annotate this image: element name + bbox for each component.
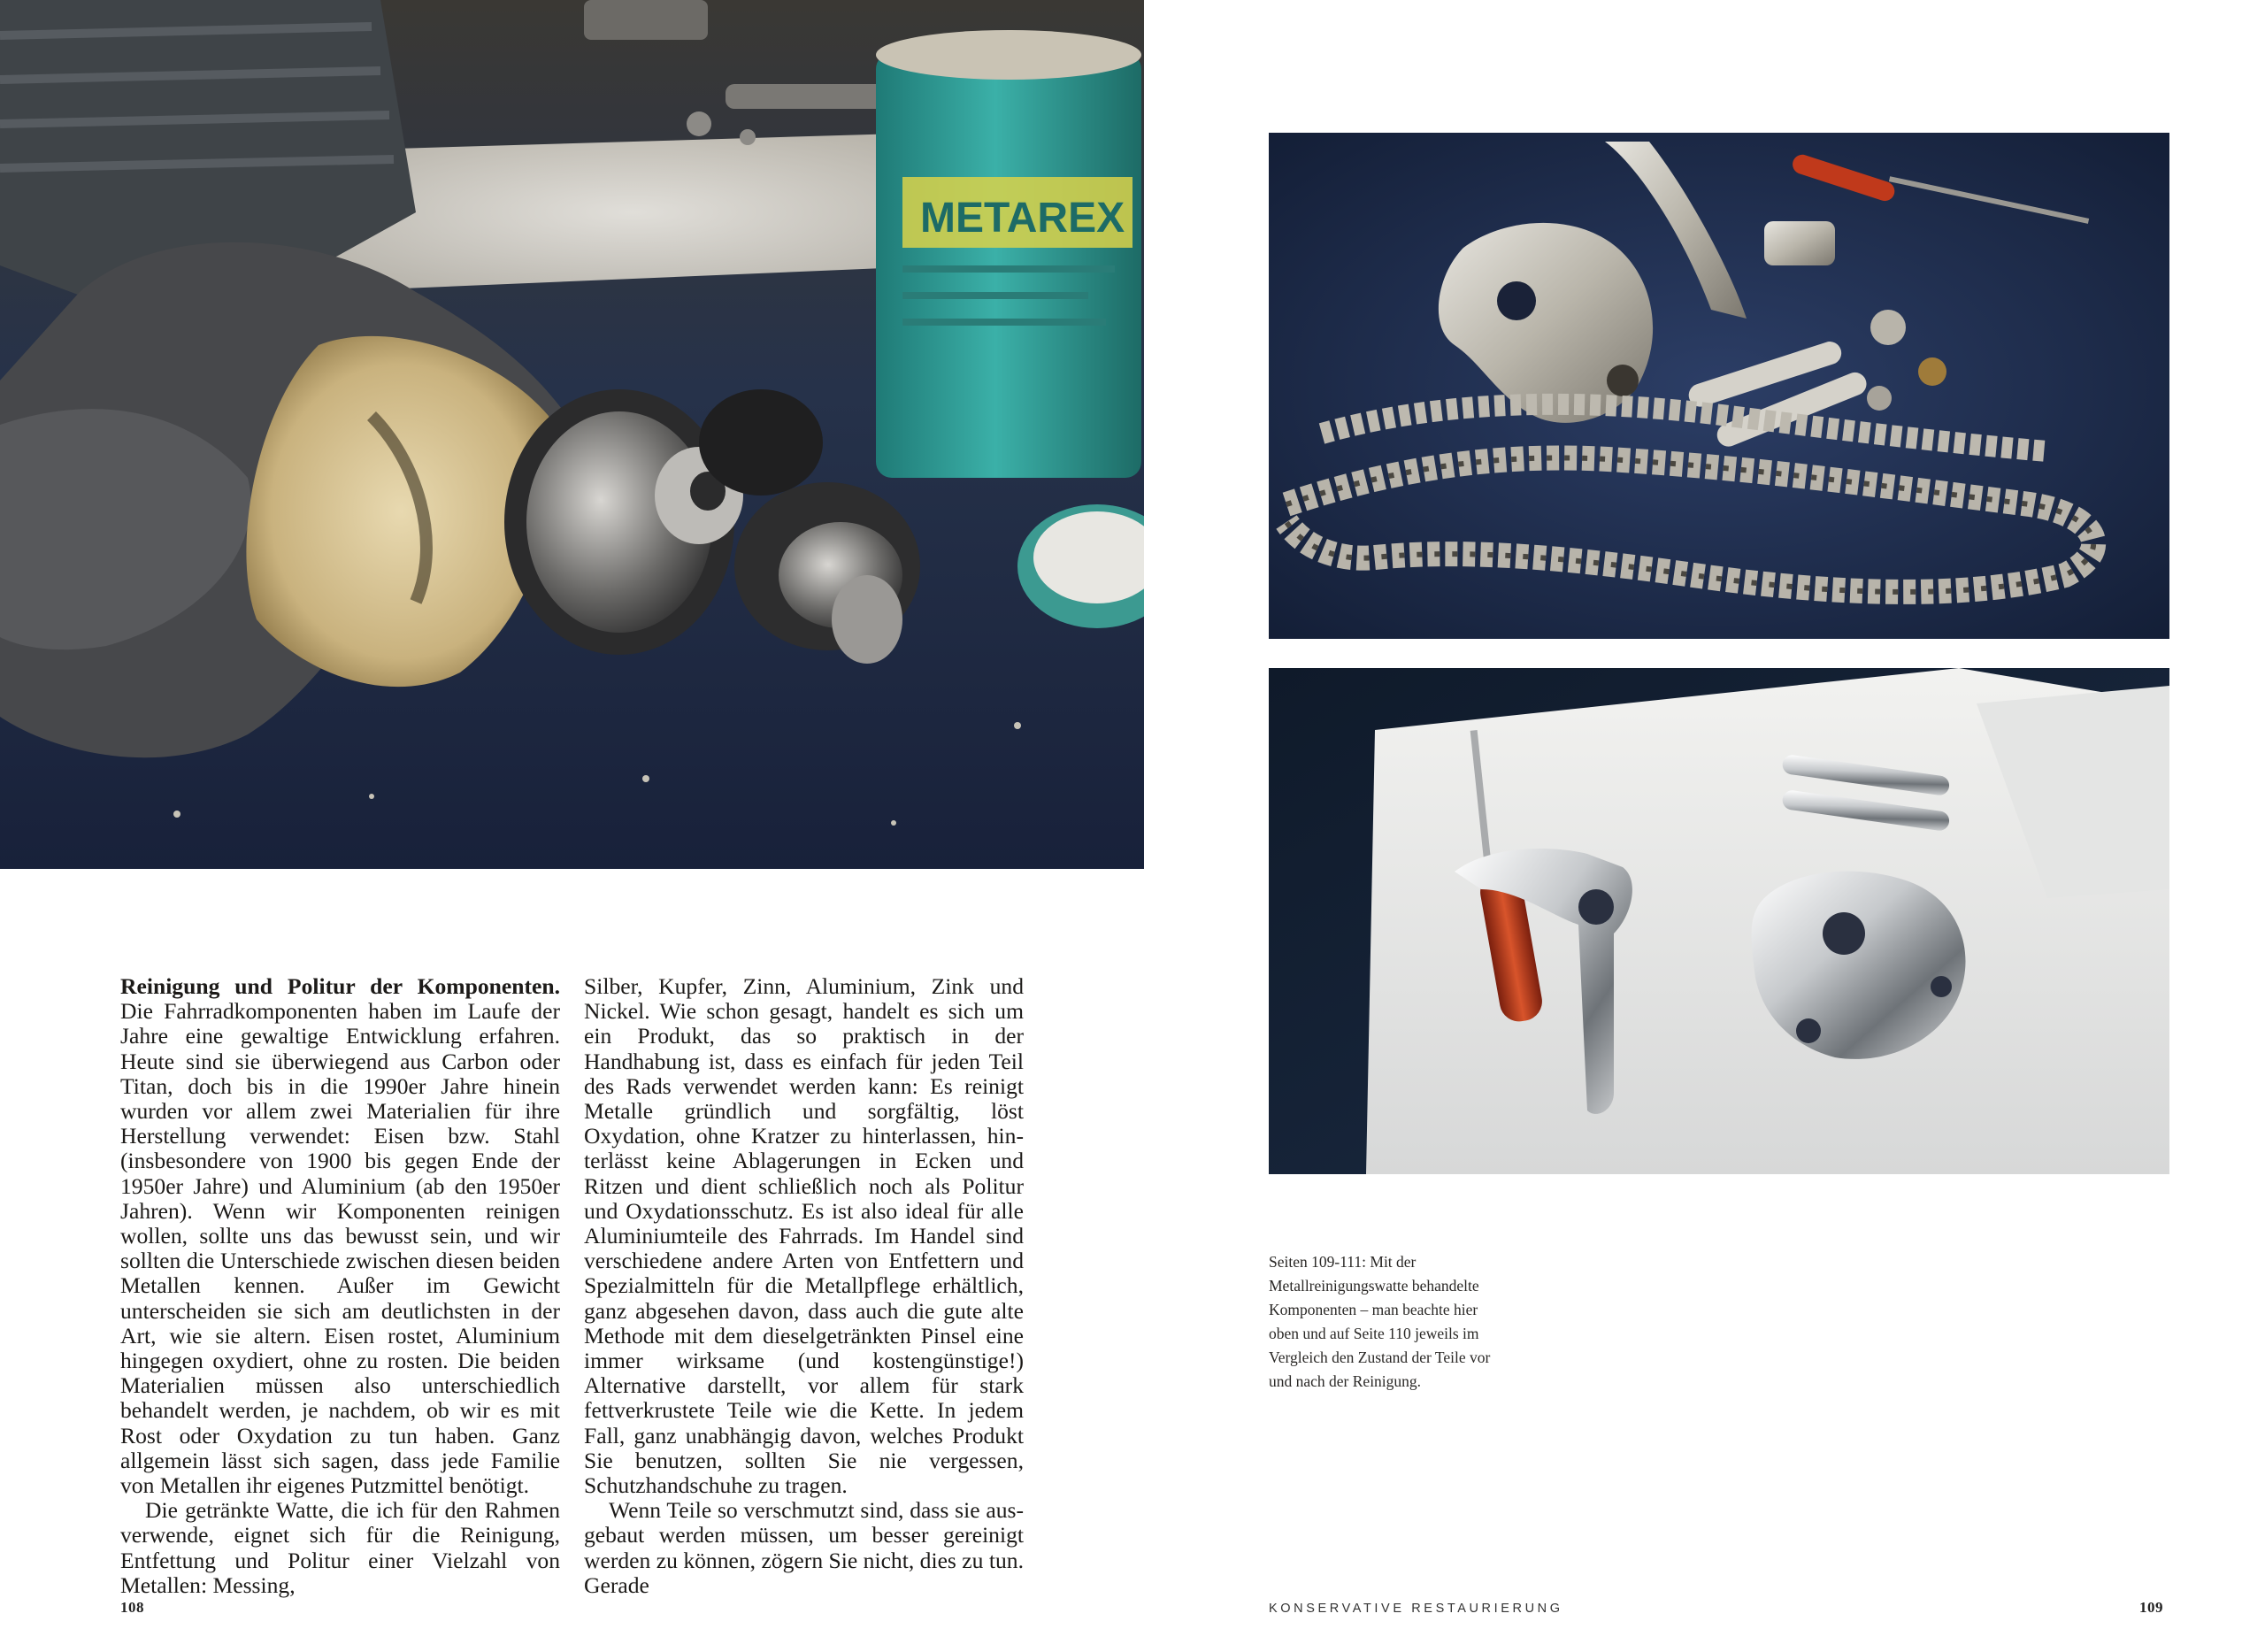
hub-cleaning-illustration	[0, 0, 1144, 869]
hub-cleaning-photo	[0, 0, 1144, 869]
left-page	[0, 0, 1132, 1652]
body-text-column-1	[120, 974, 560, 1598]
chain-components-illustration	[1269, 133, 2169, 639]
paragraph-1-text: Die Fahrradkomponenten haben im Laufe der Jahre eine gewaltige Entwicklung erfahren. Heute sind sie überwiegend aus Carbon oder Titan, doch bis in die 1990er Jahre hinein wurden vor allem zwei Materialien für ihre Herstellung verwendet: Eisen bzw. Stahl (insbesondere von 1900 bis gegen Ende der 1950er Jahre) und Aluminium (ab den 1950er Jahren). Wenn wir Komponenten reinigen wollen, sollte uns das bewusst sein, und wir sollten die Unterschiede zwischen diesen beiden Metallen kennen. Außer im Gewicht unterscheiden sie sich am deutlichsten in der Art, wie sie altern. Eisen rostet, Aluminium hingegen oxydiert, ohne zu rosten. Die beiden Materialien müssen also unterschiedlich behandelt werden, je nachdem, ob wir es mit Rost oder Oxydation zu tun haben. Ganz allgemein lässt sich sagen, dass jede Familie von Metallen ihr eigenes Putzmittel benötigt.	[120, 998, 560, 1499]
paragraph-2: Die getränkte Watte, die ich für den Rahmen verwende, eignet sich für die Reinigung, Entfettung und Politur einer Vielzahl von Metallen: Messing,	[120, 1497, 560, 1598]
running-head: KONSERVATIVE RESTAURIERUNG	[1269, 1602, 1563, 1616]
section-lead-heading: Reinigung und Politur der Komponenten.	[120, 973, 560, 999]
paragraph-3: Silber, Kupfer, Zinn, Aluminium, Zink und Nickel. Wie schon gesagt, handelt es sich um ein Produkt, das so praktisch in der Handhabung ist, dass es einfach für jeden Teil des Rads verwendet werden kann: Es reinigt Metalle gründlich und sorgfältig, löst Oxydation, ohne Kratzer zu hinterlassen, hinterlässt keine Ablagerungen in Ecken und Ritzen und dient schließlich noch als Politur und Oxydationsschutz. Es ist also ideal für alle Aluminiumteile des Fahrrads. Im Handel sind verschiedene andere Arten von Entfettern und Spezialmitteln für die Metallpflege erhältlich, ganz abgesehen davon, dass auch die gute alte Methode mit dem dieselgetränkten Pinsel eine immer wirksame (und kostengünstige!) Alternative darstellt, vor allem für stark fettverkrustete Teile wie die Kette. In jedem Fall, ganz unabhängig davon, welches Produkt Sie benutzen, sollten Sie nie vergessen, Schutzhandschuhe zu tragen.	[584, 973, 1024, 1499]
page-number-left: 108	[120, 1599, 144, 1616]
polished-components-illustration	[1269, 668, 2169, 1174]
paragraph-4: Wenn Teile so verschmutzt sind, dass sie ausgebaut werden müssen, um besser gereinigt werden zu können, zögern Sie nicht, dies zu tun. Gerade	[584, 1497, 1024, 1598]
polished-components-photo	[1269, 668, 2169, 1174]
metarex-can	[876, 30, 1141, 478]
paragraph-1	[120, 974, 560, 1498]
photo-caption: Seiten 109-111: Mit der Metallreinigungswatte behandelte Komponenten – man beachte hier oben und auf Seite 110 jeweils im Vergleich den Zustand der Teile vor und nach der Reinigung.	[1269, 1253, 1491, 1390]
can-label: METAREX	[920, 195, 1125, 242]
chain-components-photo	[1269, 133, 2169, 639]
body-text-column-2	[584, 974, 1024, 1598]
page-number-right: 109	[2139, 1599, 2163, 1616]
